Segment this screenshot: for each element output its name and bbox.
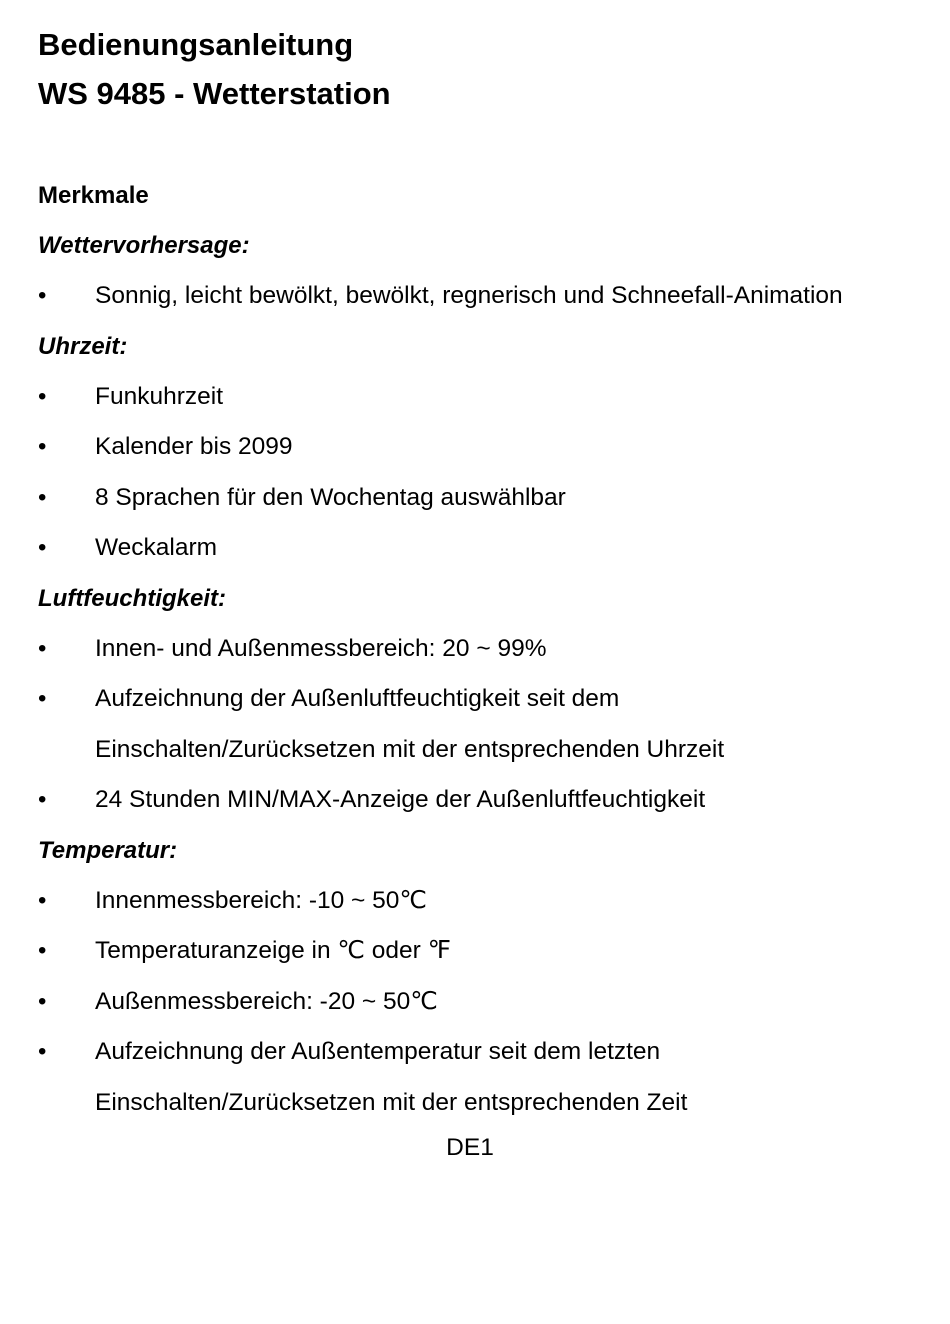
list-item-text: Außenmessbereich: -20 ~ 50℃ [95, 987, 438, 1015]
list-item-text: Aufzeichnung der Außenluftfeuchtigkeit seit dem Einschalten/Zurücksetzen mit der entsprechenden Uhrzeit [95, 685, 725, 763]
bullet-icon: • [38, 382, 47, 410]
list-item-text: Aufzeichnung der Außentemperatur seit dem letzten Einschalten/Zurücksetzen mit der entsprechenden Zeit [95, 1038, 688, 1116]
list-item-text: Weckalarm [95, 534, 218, 561]
list-item-text: Innen- und Außenmessbereich: 20 ~ 99% [95, 634, 547, 662]
list-item [38, 674, 918, 775]
list-item [38, 271, 918, 322]
bullet-icon: • [38, 634, 47, 662]
list-item-text: Sonnig, leicht bewölkt, bewölkt, regnerisch und Schneefall-Animation [95, 282, 843, 309]
list-item-text: 8 Sprachen für den Wochentag auswählbar [95, 483, 566, 511]
list-item-text: Innenmessbereich: -10 ~ 50℃ [95, 886, 427, 914]
list-item [38, 473, 918, 524]
list-item [38, 876, 918, 927]
bullet-list-uhrzeit [38, 372, 918, 574]
bullet-icon: • [38, 282, 47, 309]
subsection-title-luftfeuchtigkeit: Luftfeuchtigkeit: [38, 584, 226, 612]
bullet-icon: • [38, 886, 47, 914]
list-item [38, 1027, 918, 1128]
list-item [38, 523, 918, 574]
bullet-icon: • [38, 685, 47, 712]
list-item [38, 624, 918, 675]
document-title: Bedienungsanleitung [38, 27, 354, 62]
subsection-title-temperatur: Temperatur: [38, 836, 178, 864]
bullet-icon: • [38, 1038, 47, 1065]
bullet-icon: • [38, 987, 47, 1015]
section-title: Merkmale [38, 182, 149, 209]
bullet-icon: • [38, 433, 47, 460]
list-item-text: Kalender bis 2099 [95, 433, 293, 460]
list-item-text: Temperaturanzeige in ℃ oder ℉ [95, 937, 451, 964]
list-item [38, 372, 918, 423]
bullet-list-temperatur [38, 876, 918, 1129]
spacer [38, 118, 918, 171]
document-subtitle: WS 9485 - Wetterstation [38, 76, 391, 111]
document-page [38, 20, 918, 1128]
bullet-icon: • [38, 534, 47, 561]
bullet-list-wettervorhersage [38, 271, 918, 322]
list-item-text: 24 Stunden MIN/MAX-Anzeige der Außenluftfeuchtigkeit [95, 786, 706, 813]
list-item [38, 926, 918, 977]
subsection-title-wettervorhersage: Wettervorhersage: [38, 232, 250, 259]
list-item [38, 977, 918, 1028]
list-item [38, 775, 918, 826]
list-item-text: Funkuhrzeit [95, 382, 224, 410]
bullet-icon: • [38, 937, 47, 964]
bullet-list-luftfeuchtigkeit [38, 624, 918, 826]
list-item [38, 422, 918, 473]
bullet-icon: • [38, 786, 47, 813]
subsection-title-uhrzeit: Uhrzeit: [38, 332, 128, 360]
page-number: DE1 [446, 1134, 494, 1161]
bullet-icon: • [38, 483, 47, 511]
